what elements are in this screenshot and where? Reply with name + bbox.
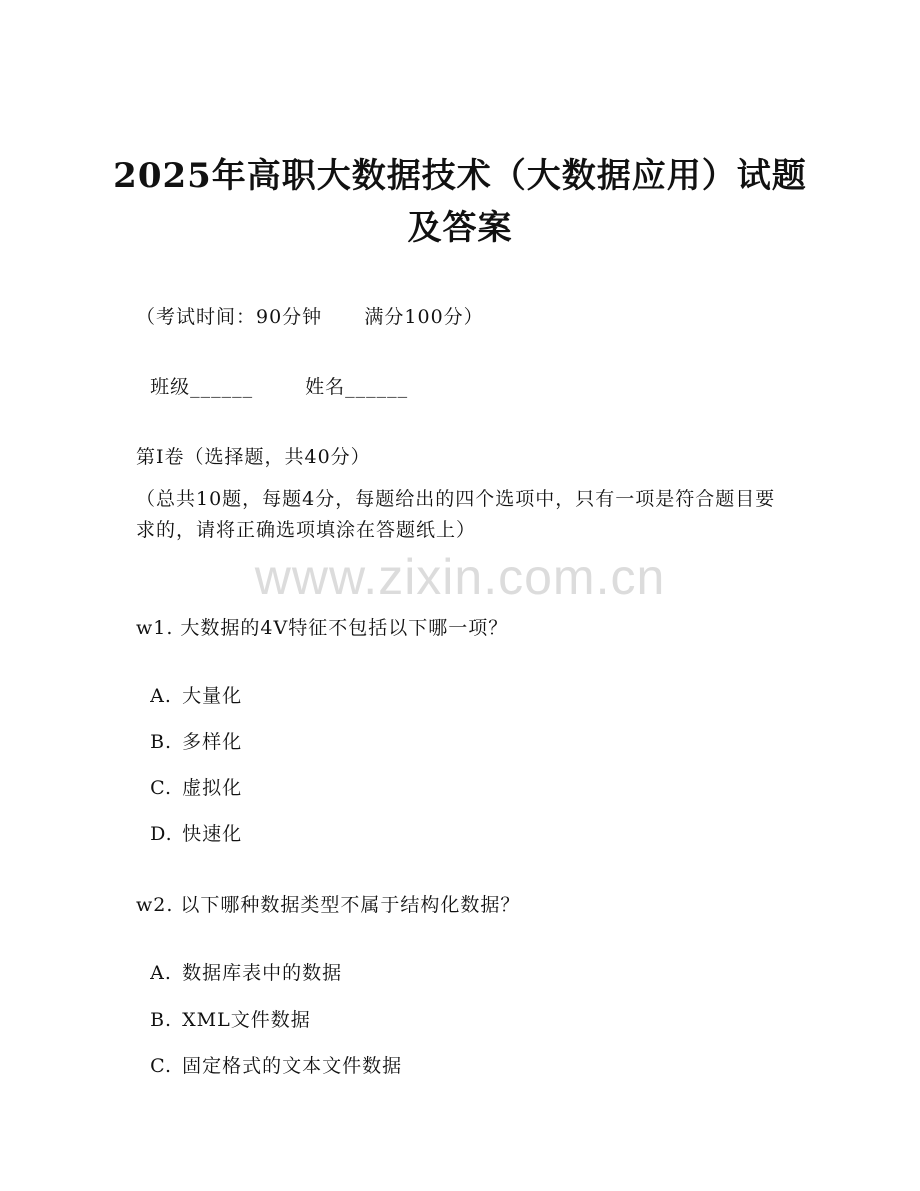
document-title (90, 150, 830, 254)
option-label: D. (150, 823, 173, 845)
option-label: C. (150, 777, 172, 799)
question-1-option-c (136, 751, 242, 800)
question-1-option-a (136, 659, 242, 708)
question-1-option-d (136, 797, 242, 846)
question-1-stem: w1. 大数据的4V特征不包括以下哪一项？ (136, 617, 509, 639)
exam-info: （考试时间：90分钟 满分100分） (136, 306, 484, 328)
option-text: 数据库表中的数据 (182, 962, 343, 984)
option-label: A. (150, 962, 172, 984)
option-text: 固定格式的文本文件数据 (182, 1055, 403, 1077)
title-line-1: 2025年高职大数据技术（大数据应用）试题 (113, 156, 807, 196)
question-2-option-b (136, 983, 311, 1032)
question-1-option-b (136, 705, 242, 754)
watermark: www.zixin.com.cn (254, 549, 666, 605)
title-line-2: 及答案 (407, 208, 513, 248)
option-label: B. (150, 1009, 173, 1031)
name-field-label: 姓名______ (305, 376, 409, 398)
section-title: 第I卷（选择题，共40分） (136, 446, 371, 468)
class-field-label: 班级______ (150, 376, 254, 398)
option-text: 大量化 (182, 685, 243, 707)
option-label: B. (150, 731, 173, 753)
option-text: 多样化 (182, 731, 243, 753)
instructions: （总共10题，每题4分，每题给出的四个选项中，只有一项是符合题目要求的，请将正确选项填涂在答题纸上） (136, 488, 776, 541)
option-text: 快速化 (182, 823, 243, 845)
option-label: A. (150, 685, 172, 707)
option-text: 虚拟化 (182, 777, 243, 799)
option-text: XML文件数据 (182, 1009, 311, 1031)
question-2-option-a (136, 936, 342, 985)
question-2-stem: w2. 以下哪种数据类型不属于结构化数据？ (136, 894, 521, 916)
option-label: C. (150, 1055, 172, 1077)
student-info-row (136, 350, 408, 399)
question-2-option-c (136, 1029, 402, 1078)
